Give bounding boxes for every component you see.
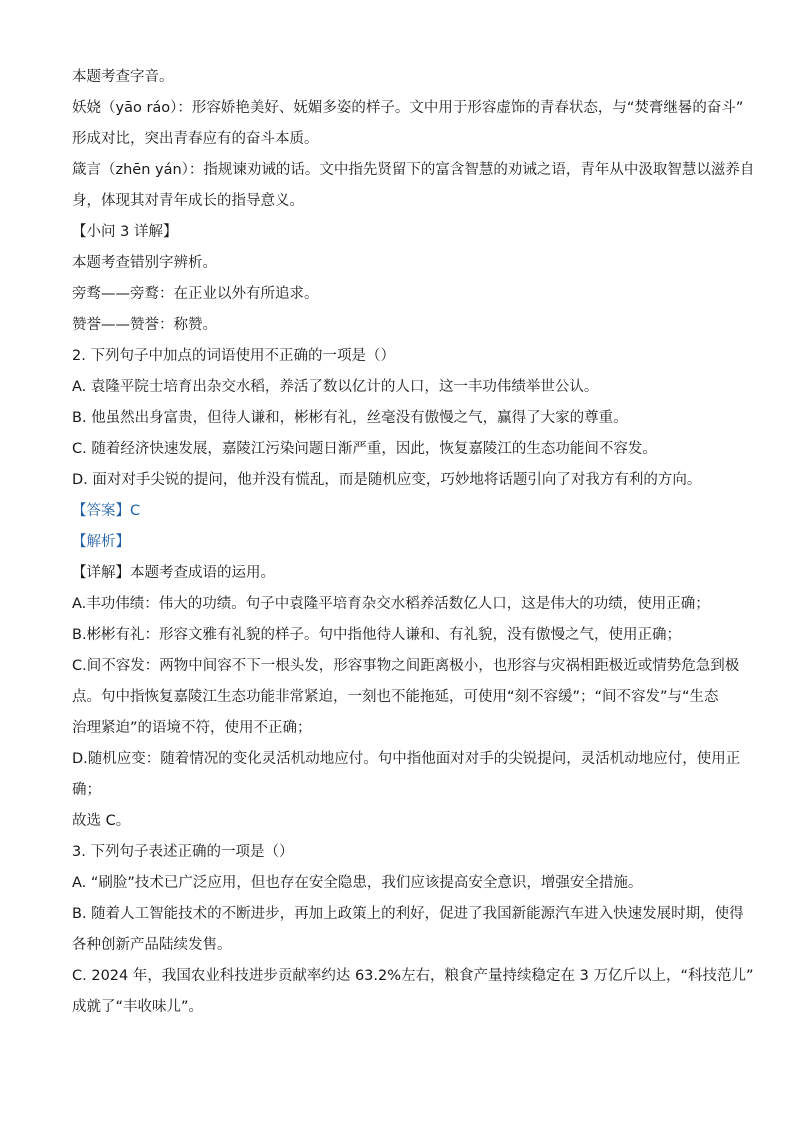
analysis-label: 【解析】 — [72, 534, 130, 550]
document-body — [72, 62, 755, 1023]
text-line: 治理紧迫”的语境不符，使用不正确； — [72, 720, 312, 736]
text-line: A.丰功伟绩：伟大的功绩。句子中袁隆平培育杂交水稻养活数亿人口，这是伟大的功绩，使用正确； — [72, 596, 710, 612]
answer-label: 【答案】C — [72, 503, 141, 519]
text-line: 形成对比，突出青春应有的奋斗本质。 — [72, 131, 319, 147]
text-line: 身，体现其对青年成长的指导意义。 — [72, 193, 304, 209]
text-line: 旁骛——旁鹜：在正业以外有所追求。 — [72, 286, 319, 302]
option-d: D. 面对对手尖锐的提问，他并没有慌乱，而是随机应变，巧妙地将话题引向了对我方有利的方向。 — [72, 472, 702, 488]
option-c: C. 随着经济快速发展，嘉陵江污染问题日渐严重，因此，恢复嘉陵江的生态功能间不容发。 — [72, 441, 657, 457]
text-line: C.间不容发：两物中间容不下一根头发，形容事物之间距离极小，也形容与灾祸相距极近或情势危急到极 — [72, 658, 740, 674]
option-b: B. 随着人工智能技术的不断进步，再加上政策上的利好，促进了我国新能源汽车进入快速发展时期，使得 — [72, 906, 744, 922]
option-a: A. “刷脸”技术已广泛应用，但也存在安全隐患，我们应该提高安全意识，增强安全措施。 — [72, 875, 643, 891]
question-title: 2. 下列句子中加点的词语使用不正确的一项是（） — [72, 348, 395, 364]
option-b: B. 他虽然出身富贵，但待人谦和，彬彬有礼，丝毫没有傲慢之气，赢得了大家的尊重。 — [72, 410, 628, 426]
text-line: 故选 C。 — [72, 813, 131, 829]
text-line: 成就了“丰收味儿”。 — [72, 999, 204, 1015]
text-line: B.彬彬有礼：形容文雅有礼貌的样子。句中指他待人谦和、有礼貌，没有傲慢之气，使用正确； — [72, 627, 682, 643]
question-title: 3. 下列句子表述正确的一项是（） — [72, 844, 294, 860]
text-line: 本题考查字音。 — [72, 69, 174, 85]
text-line: 箴言（zhēn yán）：指规谏劝诫的话。文中指先贤留下的富含智慧的劝诫之语，青年从中汲取智慧以滋养自 — [72, 162, 755, 178]
option-a: A. 袁隆平院士培育出杂交水稻，养活了数以亿计的人口，这一丰功伟绩举世公认。 — [72, 379, 599, 395]
text-line: 点。句中指恢复嘉陵江生态功能非常紧迫，一刻也不能拖延，可使用“刻不容缓”；“间不容发”与“生态 — [72, 689, 719, 705]
text-line: 赞誉——赞誉：称赞。 — [72, 317, 217, 333]
text-line: 各种创新产品陆续发售。 — [72, 937, 232, 953]
text-line: D.随机应变：随着情况的变化灵活机动地应付。句中指他面对对手的尖锐提问，灵活机动地应付，使用正 — [72, 751, 741, 767]
section-heading: 【小问 3 详解】 — [72, 224, 178, 240]
option-c: C. 2024 年，我国农业科技进步贡献率约达 63.2%左右，粮食产量持续稳定在 3 万亿斤以上，“科技范儿” — [72, 968, 754, 984]
text-line: 妖娆（yāo ráo）：形容娇艳美好、妩媚多姿的样子。文中用于形容虚饰的青春状态，与“焚膏继晷的奋斗” — [72, 100, 744, 116]
text-line: 本题考查错别字辨析。 — [72, 255, 217, 271]
text-line: 【详解】本题考查成语的运用。 — [72, 565, 275, 581]
text-line: 确； — [72, 782, 101, 798]
